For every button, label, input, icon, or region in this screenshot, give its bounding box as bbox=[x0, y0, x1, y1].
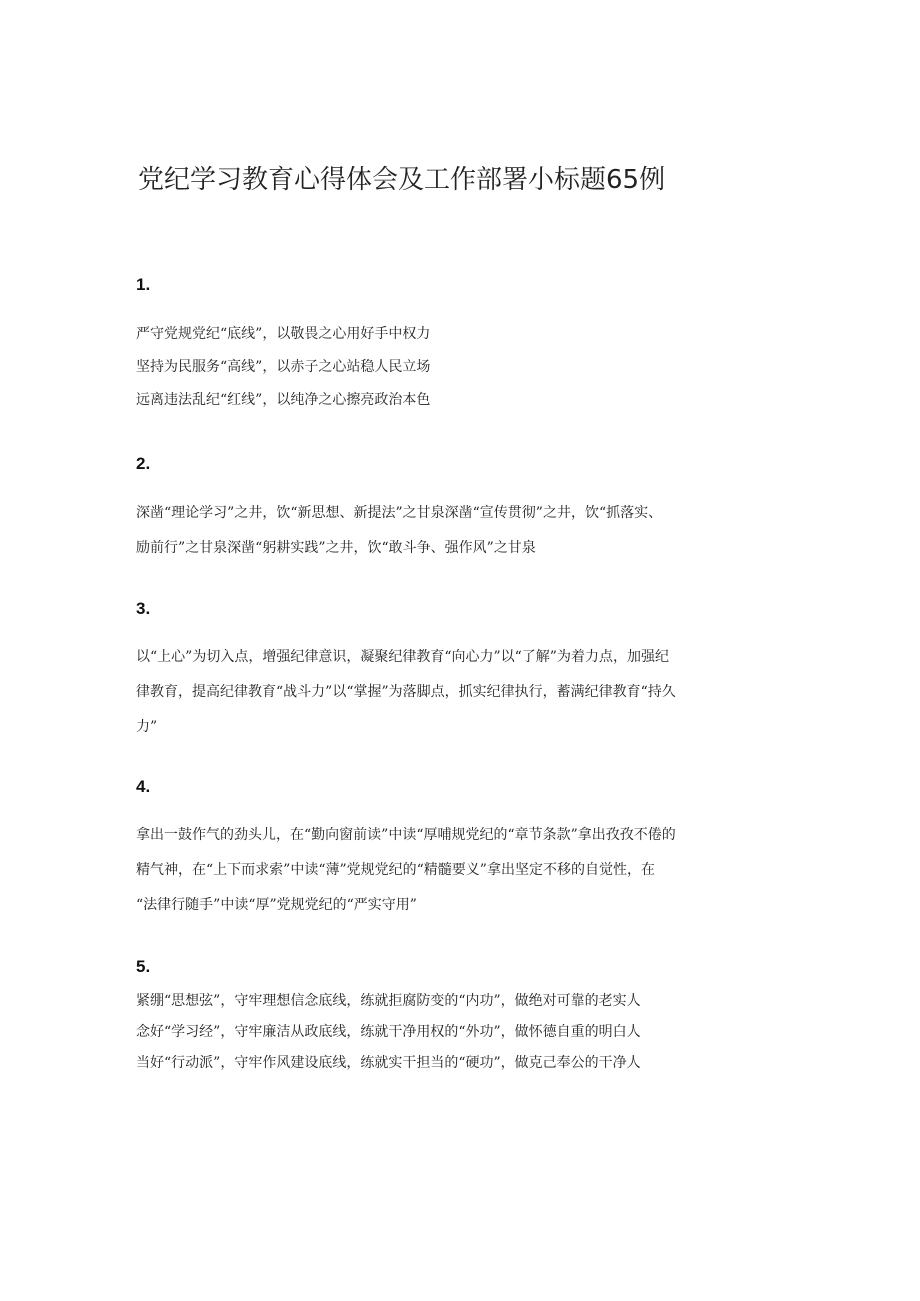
text-line: 严守党规党纪“底线”，以敬畏之心用好手中权力 bbox=[136, 326, 431, 342]
section-number: 1. bbox=[136, 275, 151, 294]
section-3 bbox=[136, 598, 776, 745]
section-body bbox=[136, 818, 776, 923]
section-body bbox=[136, 640, 776, 745]
section-2 bbox=[136, 453, 776, 566]
text-line: 力” bbox=[136, 719, 158, 735]
section-number: 3. bbox=[136, 599, 151, 618]
text-line: 拿出一鼓作气的劲头儿，在“勤向窗前读”中读“厚哺规党纪的“章节条款”拿出孜孜不倦的 bbox=[136, 827, 676, 843]
text-line: 远离违法乱纪“红线”，以纯净之心擦亮政治本色 bbox=[136, 392, 431, 408]
section-number: 5. bbox=[136, 957, 151, 976]
text-line: 紧绷“思想弦”，守牢理想信念底线，练就拒腐防变的“内功”，做绝对可靠的老实人 bbox=[136, 993, 641, 1009]
section-body bbox=[136, 986, 776, 1079]
section-number: 2. bbox=[136, 454, 151, 473]
page-title: 党纪学习教育心得体会及工作部署小标题65例 bbox=[138, 165, 666, 195]
section-5 bbox=[136, 956, 776, 1079]
text-line: 以“上心”为切入点，增强纪律意识，凝聚纪律教育“向心力”以“了解”为着力点，加强纪 bbox=[136, 649, 669, 665]
text-line: 念好“学习经”，守牢廉洁从政底线，练就干净用权的“外功”，做怀德自重的明白人 bbox=[136, 1024, 641, 1040]
text-line: 坚持为民服务“高线”，以赤子之心站稳人民立场 bbox=[136, 359, 431, 375]
text-line: 律教育，提高纪律教育“战斗力”以“掌握”为落脚点，抓实纪律执行，蓄满纪律教育“持久 bbox=[136, 684, 676, 700]
text-line: 精气神，在“上下而求索”中读“薄”党规党纪的“精髓要义”拿出坚定不移的自觉性，在 bbox=[136, 862, 655, 878]
section-number: 4. bbox=[136, 777, 151, 796]
section-body bbox=[136, 496, 776, 566]
text-line: “法律行随手”中读“厚”党规党纪的“严实守用” bbox=[136, 897, 417, 913]
section-1 bbox=[136, 274, 776, 417]
section-4 bbox=[136, 776, 776, 923]
text-line: 励前行”之甘泉深凿“躬耕实践”之井，饮“敢斗争、强作风”之甘泉 bbox=[136, 540, 536, 556]
section-body bbox=[136, 318, 776, 417]
text-line: 深凿“理论学习”之井，饮“新思想、新提法”之甘泉深凿“宣传贯彻”之井，饮“抓落实、 bbox=[136, 505, 663, 521]
text-line: 当好“行动派”，守牢作风建设底线，练就实干担当的“硬功”，做克己奉公的干净人 bbox=[136, 1055, 641, 1071]
